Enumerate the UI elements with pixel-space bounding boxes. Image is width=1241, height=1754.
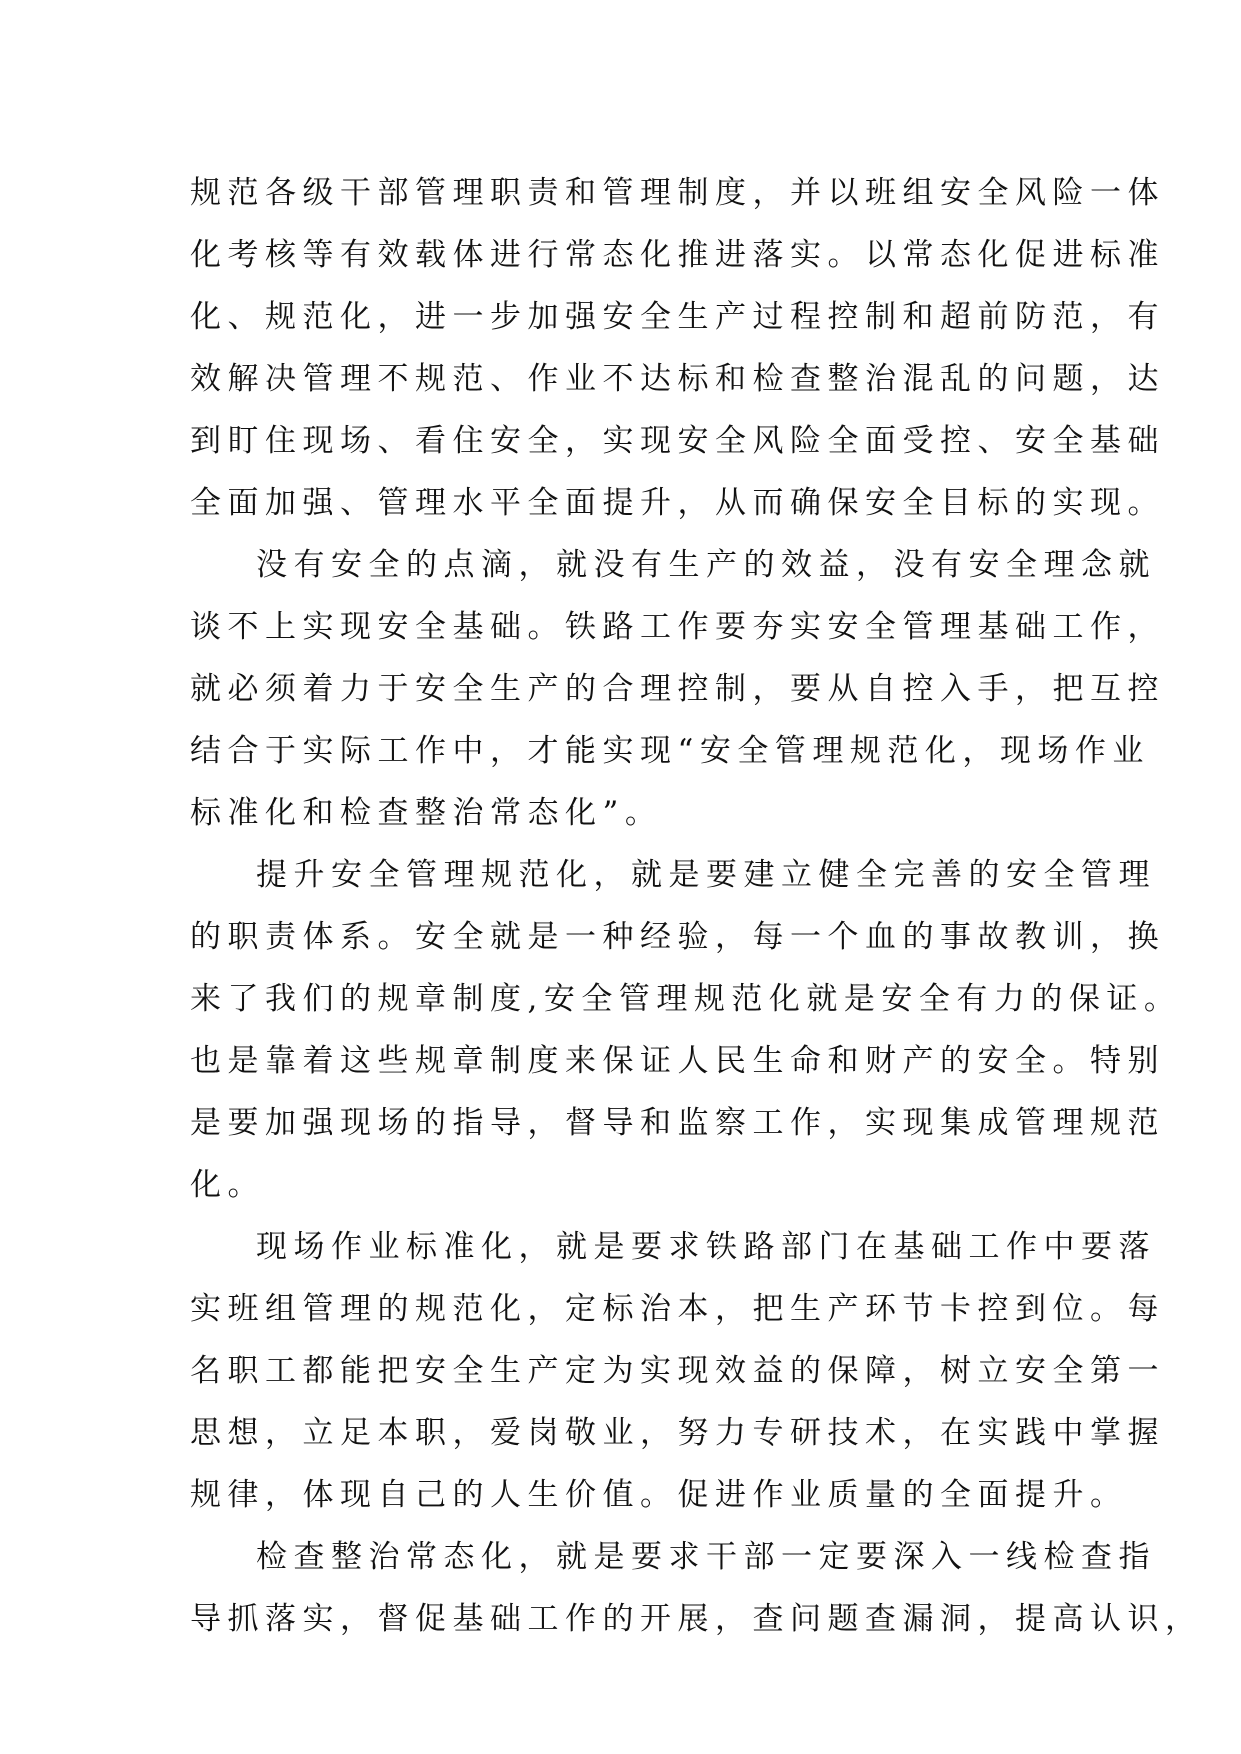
- text-line: 的职责体系。安全就是一种经验，每一个血的事故教训，换: [190, 919, 1165, 955]
- text-line: 检查整治常态化，就是要求干部一定要深入一线检查指: [256, 1539, 1156, 1575]
- paragraph-1: [190, 162, 1165, 534]
- text-line: 效解决管理不规范、作业不达标和检查整治混乱的问题，达: [190, 361, 1165, 397]
- text-line: 实班组管理的规范化，定标治本，把生产环节卡控到位。每: [190, 1291, 1165, 1327]
- text-line: 是要加强现场的指导，督导和监察工作，实现集成管理规范: [190, 1105, 1165, 1141]
- text-line: 也是靠着这些规章制度来保证人民生命和财产的安全。特别: [190, 1043, 1165, 1079]
- text-line: 就必须着力于安全生产的合理控制，要从自控入手，把互控: [190, 671, 1165, 707]
- text-line: 规律，体现自己的人生价值。促进作业质量的全面提升。: [190, 1477, 1128, 1513]
- text-line: 导抓落实，督促基础工作的开展，查问题查漏洞，提高认识，: [190, 1601, 1203, 1637]
- text-line: 名职工都能把安全生产定为实现效益的保障，树立安全第一: [190, 1353, 1165, 1389]
- text-line: 全面加强、管理水平全面提升，从而确保安全目标的实现。: [190, 485, 1165, 521]
- text-line: 提升安全管理规范化，就是要建立健全完善的安全管理: [256, 857, 1156, 893]
- text-line: 到盯住现场、看住安全，实现安全风险全面受控、安全基础: [190, 423, 1165, 459]
- body-text: [190, 162, 1203, 1650]
- text-line: 思想，立足本职，爱岗敬业，努力专研技术，在实践中掌握: [190, 1415, 1165, 1451]
- text-line: 化考核等有效载体进行常态化推进落实。以常态化促进标准: [190, 237, 1165, 273]
- text-line: 规范各级干部管理职责和管理制度，并以班组安全风险一体: [190, 175, 1165, 211]
- paragraph-3: [190, 844, 1182, 1216]
- text-line: 现场作业标准化，就是要求铁路部门在基础工作中要落: [256, 1229, 1156, 1265]
- text-line: 谈不上实现安全基础。铁路工作要夯实安全管理基础工作，: [190, 609, 1165, 645]
- paragraph-5: [190, 1526, 1203, 1650]
- text-line: 化。: [190, 1167, 265, 1203]
- text-line: 标准化和检查整治常态化”。: [190, 795, 663, 831]
- text-line: 来了我们的规章制度,安全管理规范化就是安全有力的保证。: [190, 981, 1182, 1017]
- text-line: 没有安全的点滴，就没有生产的效益，没有安全理念就: [256, 547, 1156, 583]
- paragraph-2: [190, 534, 1165, 844]
- paragraph-4: [190, 1216, 1165, 1526]
- text-line: 化、规范化，进一步加强安全生产过程控制和超前防范，有: [190, 299, 1165, 335]
- text-line: 结合于实际工作中，才能实现“安全管理规范化，现场作业: [190, 733, 1150, 769]
